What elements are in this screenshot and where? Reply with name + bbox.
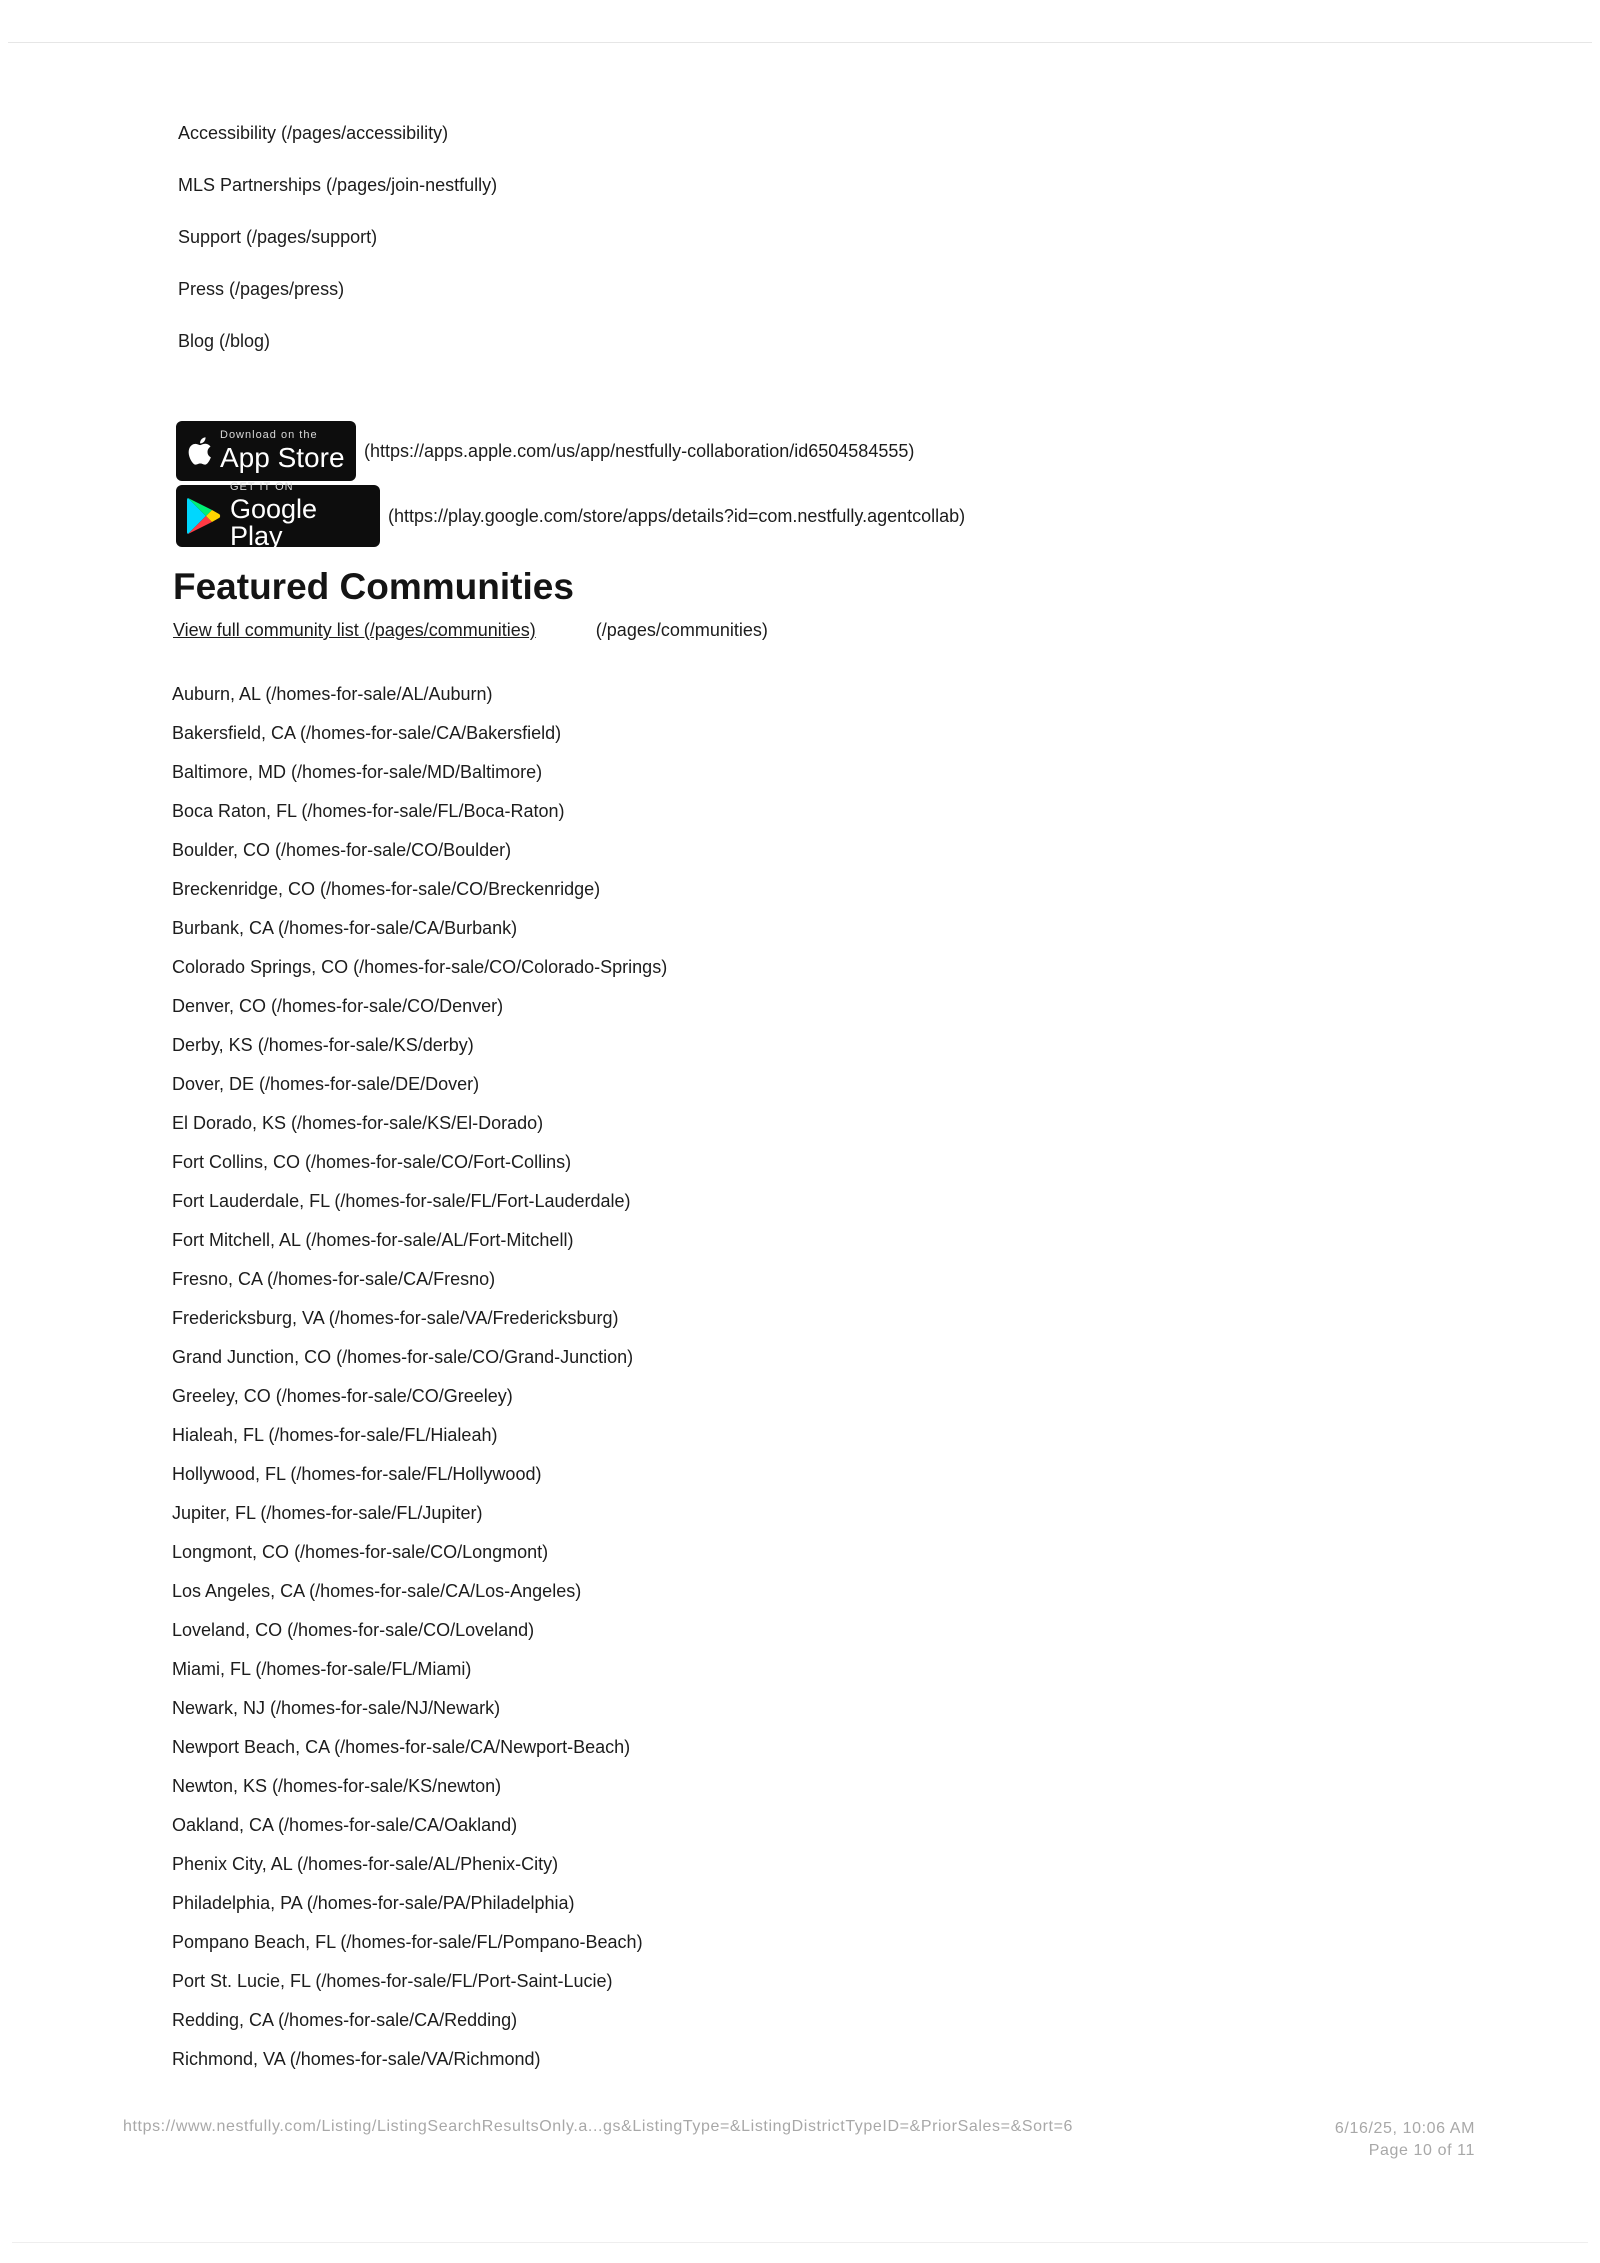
community-link[interactable]: Redding, CA (/homes-for-sale/CA/Redding) xyxy=(172,2010,518,2030)
community-link[interactable]: Dover, DE (/homes-for-sale/DE/Dover) xyxy=(172,1074,480,1094)
google-play-url[interactable]: (https://play.google.com/store/apps/details?id=com.nestfully.agentcollab) xyxy=(388,505,966,526)
community-link[interactable]: El Dorado, KS (/homes-for-sale/KS/El-Dorado) xyxy=(172,1113,544,1133)
community-link[interactable]: Phenix City, AL (/homes-for-sale/AL/Phenix-City) xyxy=(172,1854,559,1874)
community-link[interactable]: Pompano Beach, FL (/homes-for-sale/FL/Pompano-Beach) xyxy=(172,1932,643,1952)
community-link[interactable]: Miami, FL (/homes-for-sale/FL/Miami) xyxy=(172,1659,472,1679)
print-footer-datetime: 6/16/25, 10:06 AM xyxy=(1334,2120,1475,2137)
app-store-badge-title: App Store xyxy=(220,442,345,473)
google-play-badge[interactable] xyxy=(176,481,380,551)
apple-icon xyxy=(186,435,212,467)
footer-link-accessibility[interactable]: Accessibility (/pages/accessibility) xyxy=(178,123,449,143)
footer-link-support[interactable]: Support (/pages/support) xyxy=(178,227,378,247)
community-link[interactable]: Bakersfield, CA (/homes-for-sale/CA/Bakersfield) xyxy=(172,723,562,743)
community-link[interactable]: Newton, KS (/homes-for-sale/KS/newton) xyxy=(172,1776,502,1796)
footer-link-mls-partnerships[interactable]: MLS Partnerships (/pages/join-nestfully) xyxy=(178,175,498,195)
community-link[interactable]: Greeley, CO (/homes-for-sale/CO/Greeley) xyxy=(172,1386,513,1406)
app-store-badge-caption: Download on the xyxy=(220,429,318,441)
footer-links xyxy=(178,118,497,378)
community-link[interactable]: Burbank, CA (/homes-for-sale/CA/Burbank) xyxy=(172,918,518,938)
view-full-community-list-link[interactable]: View full community list (/pages/communities) xyxy=(173,620,536,640)
community-link[interactable]: Baltimore, MD (/homes-for-sale/MD/Baltimore) xyxy=(172,762,543,782)
community-link[interactable]: Newport Beach, CA (/homes-for-sale/CA/Newport-Beach) xyxy=(172,1737,631,1757)
community-link[interactable]: Derby, KS (/homes-for-sale/KS/derby) xyxy=(172,1035,474,1055)
community-link[interactable]: Boulder, CO (/homes-for-sale/CO/Boulder) xyxy=(172,840,512,860)
top-divider xyxy=(8,42,1592,43)
community-link[interactable]: Jupiter, FL (/homes-for-sale/FL/Jupiter) xyxy=(172,1503,483,1523)
community-link[interactable]: Boca Raton, FL (/homes-for-sale/FL/Boca-Raton) xyxy=(172,801,565,821)
community-link[interactable]: Longmont, CO (/homes-for-sale/CO/Longmont) xyxy=(172,1542,549,1562)
community-link[interactable]: Los Angeles, CA (/homes-for-sale/CA/Los-Angeles) xyxy=(172,1581,582,1601)
community-link[interactable]: Newark, NJ (/homes-for-sale/NJ/Newark) xyxy=(172,1698,501,1718)
community-link[interactable]: Colorado Springs, CO (/homes-for-sale/CO/Colorado-Springs) xyxy=(172,957,668,977)
community-link[interactable]: Richmond, VA (/homes-for-sale/VA/Richmond) xyxy=(172,2049,541,2069)
featured-link-row xyxy=(173,620,768,641)
print-footer-meta xyxy=(1335,2118,1475,2162)
community-link[interactable]: Auburn, AL (/homes-for-sale/AL/Auburn) xyxy=(172,684,493,704)
app-store-badge[interactable] xyxy=(176,421,356,481)
community-link[interactable]: Fort Collins, CO (/homes-for-sale/CO/Fort-Collins) xyxy=(172,1152,572,1172)
community-link[interactable]: Port St. Lucie, FL (/homes-for-sale/FL/Port-Saint-Lucie) xyxy=(172,1971,613,1991)
google-play-row xyxy=(176,481,966,551)
community-list-url[interactable]: (/pages/communities) xyxy=(595,620,768,640)
community-list xyxy=(172,676,667,2080)
google-play-badge-title: Google Play xyxy=(230,494,318,551)
community-link[interactable]: Hialeah, FL (/homes-for-sale/FL/Hialeah) xyxy=(172,1425,498,1445)
app-store-row xyxy=(176,421,914,481)
print-footer-url: https://www.nestfully.com/Listing/ListingSearchResultsOnly.a...gs&ListingType=&ListingDistrictTypeID=&PriorSales=&Sort=6 xyxy=(123,2118,1074,2135)
featured-communities-heading: Featured Communities xyxy=(173,566,574,607)
community-link[interactable]: Fresno, CA (/homes-for-sale/CA/Fresno) xyxy=(172,1269,496,1289)
community-link[interactable]: Breckenridge, CO (/homes-for-sale/CO/Breckenridge) xyxy=(172,879,601,899)
community-link[interactable]: Hollywood, FL (/homes-for-sale/FL/Hollywood) xyxy=(172,1464,542,1484)
community-link[interactable]: Fort Lauderdale, FL (/homes-for-sale/FL/Fort-Lauderdale) xyxy=(172,1191,631,1211)
community-link[interactable]: Denver, CO (/homes-for-sale/CO/Denver) xyxy=(172,996,504,1016)
google-play-icon xyxy=(186,497,222,535)
bottom-divider xyxy=(12,2242,1588,2243)
community-link[interactable]: Grand Junction, CO (/homes-for-sale/CO/Grand-Junction) xyxy=(172,1347,634,1367)
community-link[interactable]: Oakland, CA (/homes-for-sale/CA/Oakland) xyxy=(172,1815,518,1835)
print-footer-page-number: Page 10 of 11 xyxy=(1368,2142,1475,2159)
google-play-badge-caption: GET IT ON xyxy=(230,481,294,493)
community-link[interactable]: Loveland, CO (/homes-for-sale/CO/Loveland) xyxy=(172,1620,535,1640)
community-link[interactable]: Fredericksburg, VA (/homes-for-sale/VA/Fredericksburg) xyxy=(172,1308,619,1328)
app-store-url[interactable]: (https://apps.apple.com/us/app/nestfully-collaboration/id6504584555) xyxy=(364,440,915,461)
community-link[interactable]: Fort Mitchell, AL (/homes-for-sale/AL/Fort-Mitchell) xyxy=(172,1230,574,1250)
footer-link-blog[interactable]: Blog (/blog) xyxy=(178,331,271,351)
footer-link-press[interactable]: Press (/pages/press) xyxy=(178,279,345,299)
community-link[interactable]: Philadelphia, PA (/homes-for-sale/PA/Philadelphia) xyxy=(172,1893,575,1913)
